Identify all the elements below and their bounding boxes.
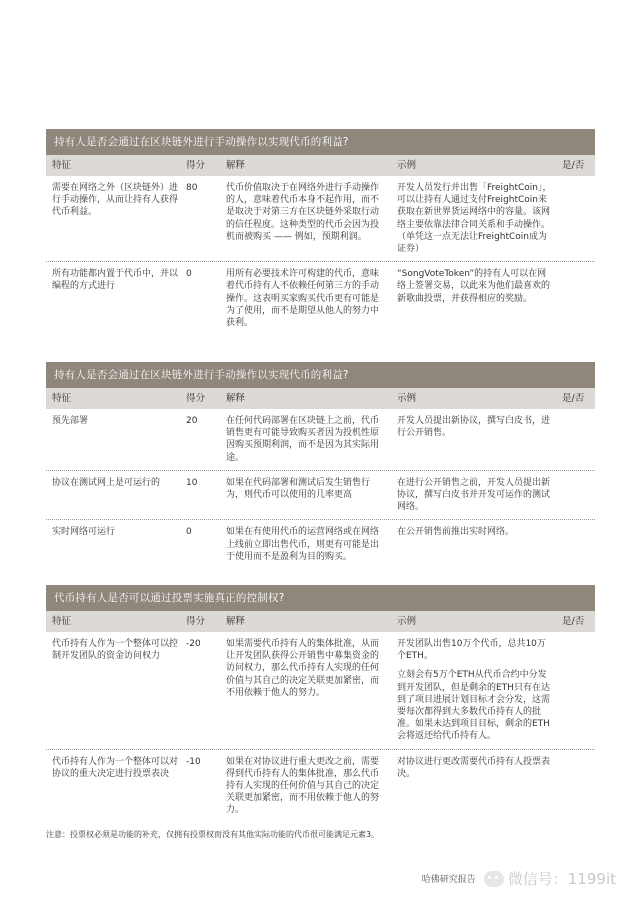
section-3 xyxy=(46,585,595,823)
yesno-cell[interactable] xyxy=(560,409,595,470)
example-cell xyxy=(393,471,560,520)
score-cell: 10 xyxy=(186,477,198,488)
header-example: 示例 xyxy=(397,160,417,171)
watermark-text: 微信号：1199it xyxy=(507,870,616,888)
yesno-cell[interactable] xyxy=(560,262,595,335)
header-explanation: 解释 xyxy=(226,393,246,404)
column-header-row xyxy=(46,388,595,409)
example-paragraph: “SongVoteToken”的持有人可以在网络上签署交易，以此来为他们最喜欢的新歌曲投票，并获得相应的奖励。 xyxy=(397,269,551,304)
example-cell xyxy=(393,520,560,569)
score-cell: 20 xyxy=(186,416,198,426)
example-cell xyxy=(393,750,560,823)
example-paragraph: 立刻会有5万个ETH从代币合约中分发到开发团队，但是剩余的ETH只有在达到了项目进展计划目标才会分发，这需要每次都得到大多数代币持有人的批准。如果未达到项目目标，剩余的ETH会将返还给代币持有人。 xyxy=(397,670,551,742)
header-explanation: 解释 xyxy=(226,616,246,627)
explanation-cell: 如果在有使用代币的运营网络或在网络上线前立即出售代币，则更有可能是出于使用而不是盈利为目的购买。 xyxy=(226,527,380,562)
yesno-cell[interactable] xyxy=(560,176,595,261)
header-feature: 特征 xyxy=(52,160,72,171)
header-explanation: 解释 xyxy=(226,160,246,171)
explanation-cell: 在任何代码部署在区块链上之前，代币销售更有可能导致购买者因为投机性原因购买预期利润，而不是因为其实际用途。 xyxy=(226,416,380,463)
header-example: 示例 xyxy=(397,616,417,627)
page-footer xyxy=(422,868,616,889)
score-cell: -20 xyxy=(186,639,201,649)
explanation-cell: 代币价值取决于在网络外进行手动操作的人，意味着代币本身不起作用，而不是取决于对第三方在区块链外采取行动的信任程度。这种类型的代币会因为投机而被购买 —— 例如，预期利润。 xyxy=(226,183,380,242)
feature-cell: 协议在测试网上是可运行的 xyxy=(52,477,161,488)
column-header-row xyxy=(46,611,595,632)
score-cell: -10 xyxy=(186,756,201,767)
yesno-cell[interactable] xyxy=(560,520,595,569)
feature-cell: 代币持有人作为一个整体可以对协议的重大决定进行投票表决 xyxy=(52,756,179,779)
header-score: 得分 xyxy=(186,160,206,171)
table-row xyxy=(46,520,595,569)
example-cell xyxy=(393,262,560,335)
section-title: 持有人是否会通过在区块链外进行手动操作以实现代币的利益? xyxy=(46,129,595,155)
score-cell: 0 xyxy=(186,269,192,280)
table-row xyxy=(46,471,595,521)
header-feature: 特征 xyxy=(52,393,72,404)
explanation-cell: 用所有必要技术许可构建的代币，意味着代币持有人不依赖任何第三方的手动操作。这表明买家购买代币更有可能是为了使用，而不是期望从他人的努力中获利。 xyxy=(226,269,380,329)
table-row xyxy=(46,176,595,262)
explanation-cell: 如果需要代币持有人的集体批准，从而让开发团队获得公开销售中募集资金的访问权力，那么代币持有人实现的任何价值与其自己的决定关联更加紧密，而不用依赖于他人的努力。 xyxy=(226,639,380,698)
header-yesno: 是/否 xyxy=(562,393,585,404)
section-title: 持有人是否会通过在区块链外进行手动操作以实现代币的利益? xyxy=(46,362,595,388)
yesno-cell[interactable] xyxy=(560,632,595,749)
example-paragraph: 对协议进行更改需要代币持有人投票表决。 xyxy=(397,756,551,779)
example-paragraph: 在进行公开销售之前，开发人员提出新协议，撰写白皮书并开发可运作的测试网络。 xyxy=(397,477,551,513)
section-title: 代币持有人是否可以通过投票实施真正的控制权? xyxy=(46,585,595,611)
table-row xyxy=(46,409,595,471)
feature-cell: 代币持有人作为一个整体可以控制开发团队的资金访问权力 xyxy=(52,639,179,662)
header-yesno: 是/否 xyxy=(562,616,585,627)
example-paragraph: 在公开销售前推出实时网络。 xyxy=(397,527,515,538)
column-header-row xyxy=(46,155,595,176)
header-score: 得分 xyxy=(186,616,206,627)
example-paragraph: 开发团队出售10万个代币，总共10万个ETH。 xyxy=(397,639,546,662)
yesno-cell[interactable] xyxy=(560,750,595,823)
footnote: 注意：投票权必须是功能的补充，仅拥有投票权而没有其他实际功能的代币很可能满足元素3。 xyxy=(46,830,380,839)
watermark xyxy=(484,868,616,889)
example-cell xyxy=(393,409,560,470)
feature-cell: 实时网络可运行 xyxy=(52,527,116,538)
section-1 xyxy=(46,129,595,335)
example-cell xyxy=(393,176,560,261)
feature-cell: 所有功能都内置于代币中，并以编程的方式进行 xyxy=(52,269,179,292)
wechat-icon xyxy=(484,871,504,887)
explanation-cell: 如果在对协议进行重大更改之前，需要得到代币持有人的集体批准，那么代币持有人实现的任何价值与其自己的决定关联更加紧密，而不用依赖于他人的努力。 xyxy=(226,756,380,816)
table-row xyxy=(46,632,595,750)
feature-cell: 预先部署 xyxy=(52,416,89,426)
header-score: 得分 xyxy=(186,393,206,404)
header-feature: 特征 xyxy=(52,616,72,627)
score-cell: 0 xyxy=(186,527,192,538)
section-2 xyxy=(46,362,595,569)
yesno-cell[interactable] xyxy=(560,471,595,520)
header-example: 示例 xyxy=(397,393,417,404)
score-cell: 80 xyxy=(186,183,198,193)
table-row xyxy=(46,750,595,823)
example-paragraph: 开发人员发行并出售「FreightCoin」，可以让持有人通过支付FreightCoin来获取在新世界货运网络中的容量。该网络主要依靠法律合同关系和手动操作。（单凭这一点无法让FreightCoin成为证券） xyxy=(397,183,552,255)
example-paragraph: 开发人员提出新协议，撰写白皮书，进行公开销售。 xyxy=(397,416,551,439)
report-name: 哈佛研究报告 xyxy=(421,875,476,885)
example-cell xyxy=(393,632,560,749)
explanation-cell: 如果在代码部署和测试后发生销售行为，则代币可以使用的几率更高 xyxy=(226,477,371,501)
table-row xyxy=(46,262,595,335)
header-yesno: 是/否 xyxy=(562,160,585,171)
feature-cell: 需要在网络之外（区块链外）进行手动操作，从而让持有人获得代币利益。 xyxy=(52,183,179,218)
